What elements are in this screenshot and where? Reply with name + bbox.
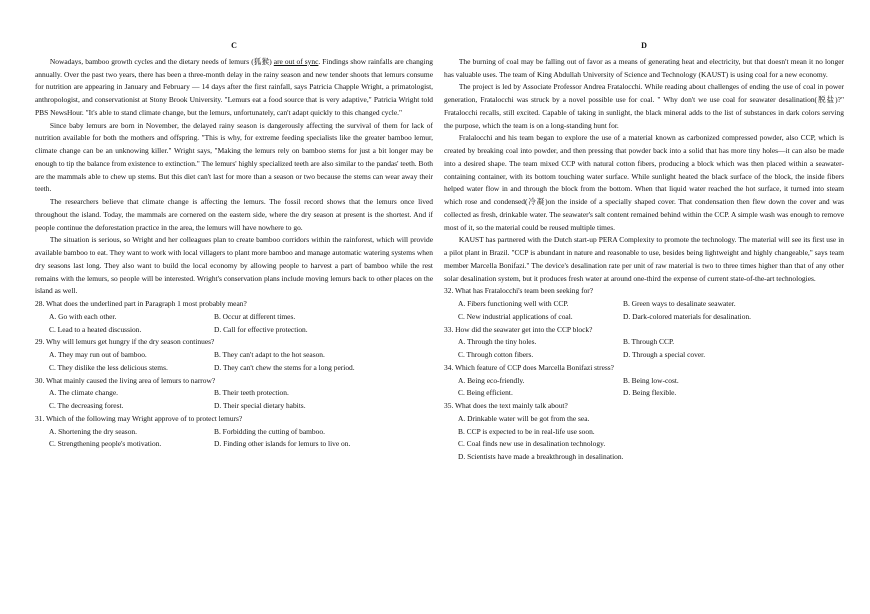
question-stem: 33. How did the seawater get into the CCP block?: [444, 324, 593, 334]
option-c[interactable]: C. Strengthening people's motivation.: [49, 439, 162, 449]
answer-options: [444, 336, 844, 362]
answer-options: [444, 375, 844, 401]
passage-d-heading: D: [641, 41, 647, 50]
option-b[interactable]: B. They can't adapt to the hot season.: [214, 350, 325, 359]
passage-c-paragraph-2: Since baby lemurs are born in November, the delayed rainy season is dangerously affecting the survival of them for lack of nutrition available for both the mothers and offspring. "This is why, for extreme feeding specialists like the greater bamboo lemur, climate change can be an unknowing killer." Wright says, "Making the lemurs rely on bamboo stems for just a bit longer may be enough to tip the balance from existence to extinction." The lemurs' highly specialized teeth are also similar to the pandas' teeth. Both are the mammals able to chew up stems. But this diet can't last for more than a season or two because the stems can wear away their teeth.: [35, 120, 433, 194]
passage-d-paragraph-3: Fralalocchi and his team began to explore the use of a material known as carbonized compressed powder, also CCP, which is created by breaking coal into powder, and then pressing that powder back into a solid that has more tiny holes—it can also be made into a desired shape. The team mixed CCP with natural cotton fibers, producing a block which was then placed within a seawater-containing container, with its bottom touching water surface. While sunlight heated the black surface of the block, the inside fibers helped water flow in and through the block from the bottom. When that liquid water reached the hot surface, it turned into steam which rose and condensed(冷凝)on the inside of a specially shaped cover. That condensation then flew down the cover and was collected as fresh, drinkable water. The seawater's salt content remained behind within the CCP. A simple wash was enough to remove most of it, so the material could be reused multiple times.: [444, 133, 844, 232]
option-c[interactable]: C. Being efficient.: [458, 388, 513, 398]
answer-options: [444, 298, 844, 324]
option-c[interactable]: C. New industrial applications of coal.: [458, 311, 573, 321]
passage-d-column: [444, 40, 844, 464]
option-b[interactable]: B. Through CCP.: [623, 337, 675, 347]
option-a[interactable]: A. Shortening the dry season.: [49, 426, 137, 436]
underlined-phrase: are out of sync: [273, 56, 319, 66]
option-d[interactable]: D. Dark-colored materials for desalination.: [623, 311, 752, 321]
option-b[interactable]: B. Forbidding the cutting of bamboo.: [214, 426, 325, 436]
option-b[interactable]: B. Occur at different times.: [214, 311, 296, 321]
answer-options: [35, 387, 433, 413]
question-stem: 29. Why will lemurs get hungry if the dry season continues?: [35, 337, 215, 347]
passage-c-heading: C: [231, 41, 237, 50]
question-stem: 34. Which feature of CCP does Marcella Bonifazi stress?: [444, 362, 614, 372]
option-a[interactable]: A. Fibers functioning well with CCP.: [458, 299, 569, 308]
option-c[interactable]: C. They dislike the less delicious stems.: [49, 362, 168, 372]
question-stem: 30. What mainly caused the living area of lemurs to narrow?: [35, 375, 216, 385]
question-34: [444, 362, 844, 400]
option-a[interactable]: A. Being eco-friendly.: [458, 375, 525, 385]
passage-c-column: [35, 40, 433, 451]
answer-options: [35, 426, 433, 452]
option-b[interactable]: B. Green ways to desalinate seawater.: [623, 299, 736, 308]
question-29: [35, 336, 433, 374]
passage-d-paragraph-1: The burning of coal may be falling out of favor as a means of generating heat and electricity, but that doesn't mean it no longer has valuable uses. The team of King Abdullah University of Science and Technology (KAUST) is using coal for a new economy.: [444, 56, 844, 79]
question-32: [444, 285, 844, 323]
passage-c-paragraph-3: The researchers believe that climate change is affecting the lemurs. The fossil record shows that the lemurs once lived throughout the island. Today, the mammals are cornered on the eastern side, where the dry season at present is the shortest. And if people continue the deforestation practice in the area, the lemurs will have nowhere to go.: [35, 197, 433, 232]
option-d[interactable]: D. Finding other islands for lemurs to live on.: [214, 439, 351, 449]
option-b[interactable]: B. Their teeth protection.: [214, 388, 289, 398]
option-a[interactable]: A. Through the tiny holes.: [458, 337, 537, 347]
option-a[interactable]: A. Go with each other.: [49, 311, 117, 321]
question-stem: 28. What does the underlined part in Paragraph 1 most probably mean?: [35, 299, 247, 308]
option-b[interactable]: B. CCP is expected to be in real-life use soon.: [458, 426, 595, 436]
option-c[interactable]: C. Coal finds new use in desalination technology.: [458, 439, 606, 449]
answer-options: [35, 349, 433, 375]
passage-c-paragraph-4: The situation is serious, so Wright and her colleagues plan to create bamboo corridors within the rainforest, which will provide available bamboo to eat. They want to work with local villagers to plant more bamboo and manage automatic watering systems when dry seasons last long. They also want to build the local economy by allowing people to harvest a part of bamboo while the rest remains with the lemurs, so people will be interested. Wright's conservation plans include moving lemurs back to other places on the island as well.: [35, 235, 433, 296]
question-stem: 31. Which of the following may Wright approve of to protect lemurs?: [35, 413, 243, 423]
question-stem: 32. What has Fratalocchi's team been seeking for?: [444, 286, 594, 296]
option-d[interactable]: D. Their special dietary habits.: [214, 401, 306, 410]
option-d[interactable]: D. Call for effective protection.: [214, 324, 308, 334]
option-d[interactable]: D. Through a special cover.: [623, 350, 706, 359]
answer-options: [444, 413, 844, 464]
p1-text-end: . Findings show rainfalls are changing annually. Over the past two years, there has been a three-month delay in the rainy season and new tender shoots that lemurs consume for nutrition are appearing in January and February — 14 days after the first rainfall, says Patricia Chapple Wright, a primatologist, anthropologist, and conservationist at Stony Brook University. "Lemurs eat a food source that is very adaptive," Patricia Wright told PBS NewsHour. "It's able to stand climate change, but the lemurs, unfortunately, can't adapt quickly to this changed cycle.": [35, 56, 434, 117]
question-35: [444, 400, 844, 464]
option-a[interactable]: A. They may run out of bamboo.: [49, 350, 147, 359]
answer-options: [35, 311, 433, 337]
p1-text-start: Nowadays, bamboo growth cycles and the dietary needs of lemurs (狐猴): [49, 56, 274, 66]
passage-d-paragraph-2: The project is led by Associate Professor Andrea Fratalocchi. While reading about challenges of ending the use of coal in power generation, Fratalocchi was struck by a novel possible use for coal. " Why don't we use coal for seawater desalination(脱盐)?" Fratalocchi recalls, still excited. Capable of taking in sunlight, the black mineral adds to the list of substances in dark colors serving the purpose, which the team is on a long-standing hunt for.: [444, 82, 844, 130]
option-d[interactable]: D. Being flexible.: [623, 388, 677, 398]
question-28: [35, 298, 433, 336]
option-a[interactable]: A. Drinkable water will be got from the sea.: [458, 413, 590, 423]
option-d[interactable]: D. They can't chew the stems for a long period.: [214, 362, 355, 372]
option-c[interactable]: C. Lead to a heated discussion.: [49, 324, 142, 334]
passage-d-paragraph-4: KAUST has partnered with the Dutch start-up PERA Complexity to promote the technology. The material will see its first use in a pilot plant in Brazil. "CCP is abundant in nature and reasonable to use, besides being lightweight and highly changeable," says team member Marcella Bonifazi." The device's desalination rate per unit of raw material is two to three times higher than that of any other solar desalination system, but it produces fresh water at around one-third the expense of current state-of-the-art technologies.: [444, 235, 844, 283]
option-b[interactable]: B. Being low-cost.: [623, 375, 679, 385]
option-a[interactable]: A. The climate change.: [49, 388, 119, 398]
question-33: [444, 324, 844, 362]
question-31: [35, 413, 433, 451]
option-d[interactable]: D. Scientists have made a breakthrough in desalination.: [458, 452, 624, 461]
option-c[interactable]: C. Through cotton fibers.: [458, 350, 534, 359]
question-30: [35, 375, 433, 413]
option-c[interactable]: C. The decreasing forest.: [49, 401, 124, 410]
question-stem: 35. What does the text mainly talk about?: [444, 401, 568, 410]
passage-c-paragraph-1: [35, 56, 433, 120]
